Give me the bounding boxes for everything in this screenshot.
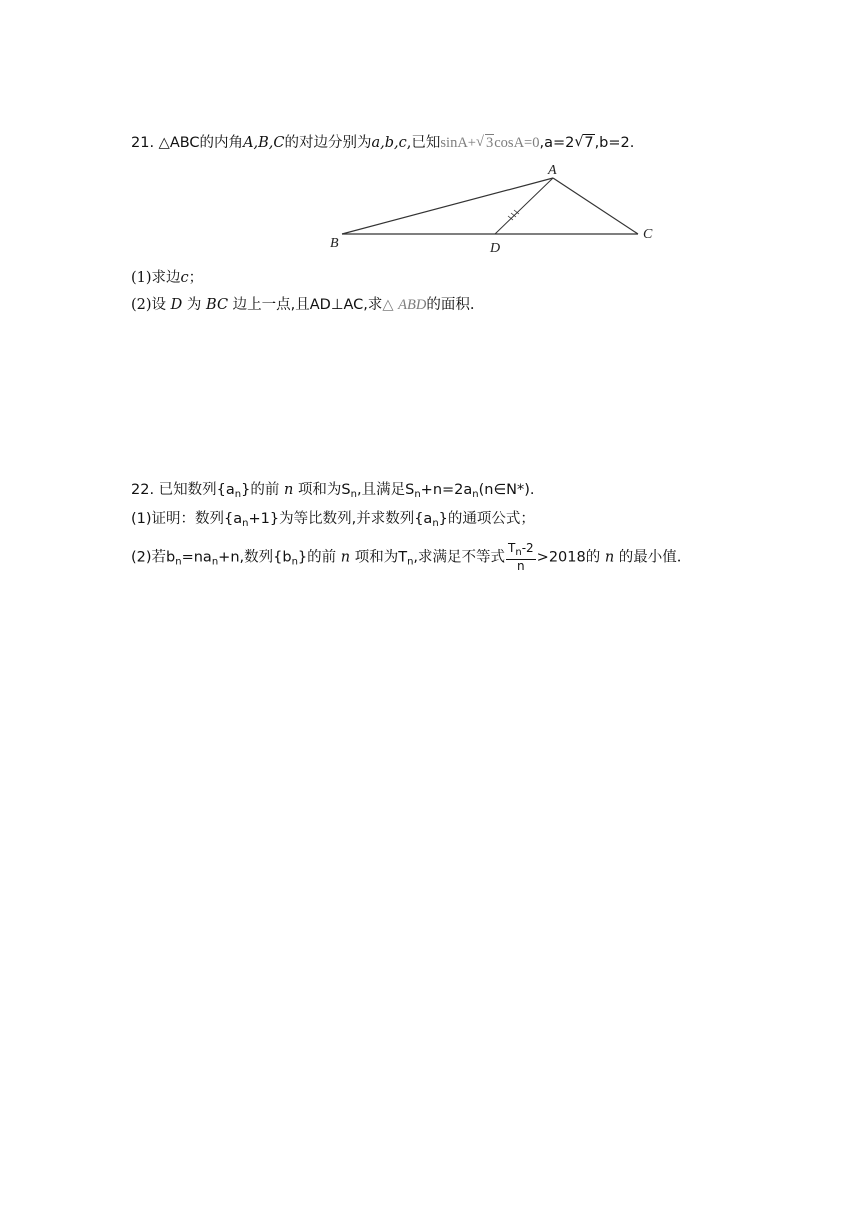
q21-given-a-sqrt xyxy=(574,133,594,153)
q21-cond-sqrt-arg: 3 xyxy=(485,135,494,151)
q22-p2-b: =na xyxy=(181,549,212,566)
q22-s5: +n=2a xyxy=(420,482,473,498)
q21-part2-ABD: ABD xyxy=(398,297,427,313)
q22-s2-n: n xyxy=(283,482,294,498)
q21-part1 xyxy=(131,268,203,288)
q22-p1-c: }的通项公式； xyxy=(438,511,535,527)
q21-given-a-sqrt-arg: 7 xyxy=(584,135,594,151)
q21-vars-abc: a,b,c xyxy=(371,135,407,151)
q22-stem xyxy=(131,480,534,505)
q22-s2: }的前 xyxy=(241,482,280,498)
q22-p2-sub1: n xyxy=(175,556,182,568)
q22-number: 22. xyxy=(131,482,155,498)
q22-s4: ,且满足S xyxy=(357,482,415,498)
segment-BA xyxy=(342,178,553,234)
q21-triangle-figure xyxy=(320,158,665,258)
label-C: C xyxy=(643,227,653,242)
q22-frac-sub: n xyxy=(515,547,522,558)
q22-p2-e: 项和为T xyxy=(354,549,408,566)
label-A: A xyxy=(548,163,557,178)
q22-s1: 已知数列{a xyxy=(158,482,235,498)
q22-p2-d: }的前 xyxy=(297,549,337,566)
q21-given-b: ,b=2. xyxy=(594,135,635,151)
q22-s3-sub: n xyxy=(350,489,357,500)
q22-p2-sub2: n xyxy=(211,556,219,568)
q22-fraction-numerator xyxy=(506,542,536,560)
q21-part2-triangle: △ xyxy=(382,297,394,313)
q22-p2-sub4: n xyxy=(407,556,414,568)
label-D: D xyxy=(490,241,501,256)
tick-marks xyxy=(508,210,519,220)
q22-p2-c: +n,数列{b xyxy=(218,549,292,566)
q22-s5-sub: n xyxy=(472,489,479,500)
q21-cond-sqrt xyxy=(476,133,494,153)
q22-p1-sub2: n xyxy=(432,518,439,529)
q22-fraction xyxy=(506,542,536,573)
q21-part2-mid1: 为 xyxy=(186,297,202,313)
q22-part1 xyxy=(131,509,535,534)
q21-part2-D: D xyxy=(170,297,183,313)
q21-stem-text-3: ,已知 xyxy=(406,135,441,151)
q21-vars-ABC: A,B,C xyxy=(243,135,285,151)
q22-frac-rest: -2 xyxy=(521,541,534,555)
segment-AC xyxy=(553,178,638,234)
q21-cond-sin: sinA+ xyxy=(440,135,476,151)
segment-AD xyxy=(495,178,553,234)
q22-p2-h: 的最小值. xyxy=(618,549,682,566)
q22-fraction-denominator: n xyxy=(517,559,525,573)
q22-p2-n2: n xyxy=(604,549,615,566)
q22-p2-n1: n xyxy=(340,549,351,566)
q21-stem-text-2: 的对边分别为 xyxy=(284,135,372,151)
q21-part2-end: 的面积. xyxy=(426,297,475,313)
q21-cond-cos: cosA=0 xyxy=(494,135,540,151)
q21-given-a xyxy=(539,135,594,151)
q21-part1-suffix: ； xyxy=(188,270,204,286)
q22-p1-sub1: n xyxy=(242,518,249,529)
q22-p1-a: (1)证明：数列{a xyxy=(131,511,243,527)
q21-number: 21. xyxy=(131,135,155,151)
q21-part1-var: c xyxy=(180,270,189,286)
q21-part2-BC: BC xyxy=(206,297,229,313)
q22-p2-f: ,求满足不等式 xyxy=(413,549,506,566)
q22-part2 xyxy=(131,542,681,573)
q22-s3: 项和为S xyxy=(297,482,351,498)
q22-s4-sub: n xyxy=(414,489,421,500)
q21-stem-text-1: △ABC的内角 xyxy=(158,135,244,151)
q22-p2-g: >2018的 xyxy=(536,549,601,566)
q21-part2-prefix: (2)设 xyxy=(131,297,167,313)
q22-frac-T: T xyxy=(508,541,516,555)
label-B: B xyxy=(330,236,339,251)
q21-stem xyxy=(131,133,634,153)
q22-p2-sub3: n xyxy=(291,556,298,568)
q21-part2 xyxy=(131,295,474,315)
q21-part2-mid2: 边上一点,且AD⊥AC,求 xyxy=(232,297,383,313)
q22-p2-a: (2)若b xyxy=(131,549,176,566)
q21-condition xyxy=(440,135,539,151)
q22-s1-sub: n xyxy=(234,489,242,500)
q21-given-a-text: ,a=2 xyxy=(539,135,575,151)
q21-part1-prefix: (1)求边 xyxy=(131,270,181,286)
q22-p1-b: +1}为等比数列,并求数列{a xyxy=(248,511,433,527)
q22-s6: (n∈N*). xyxy=(478,482,535,498)
